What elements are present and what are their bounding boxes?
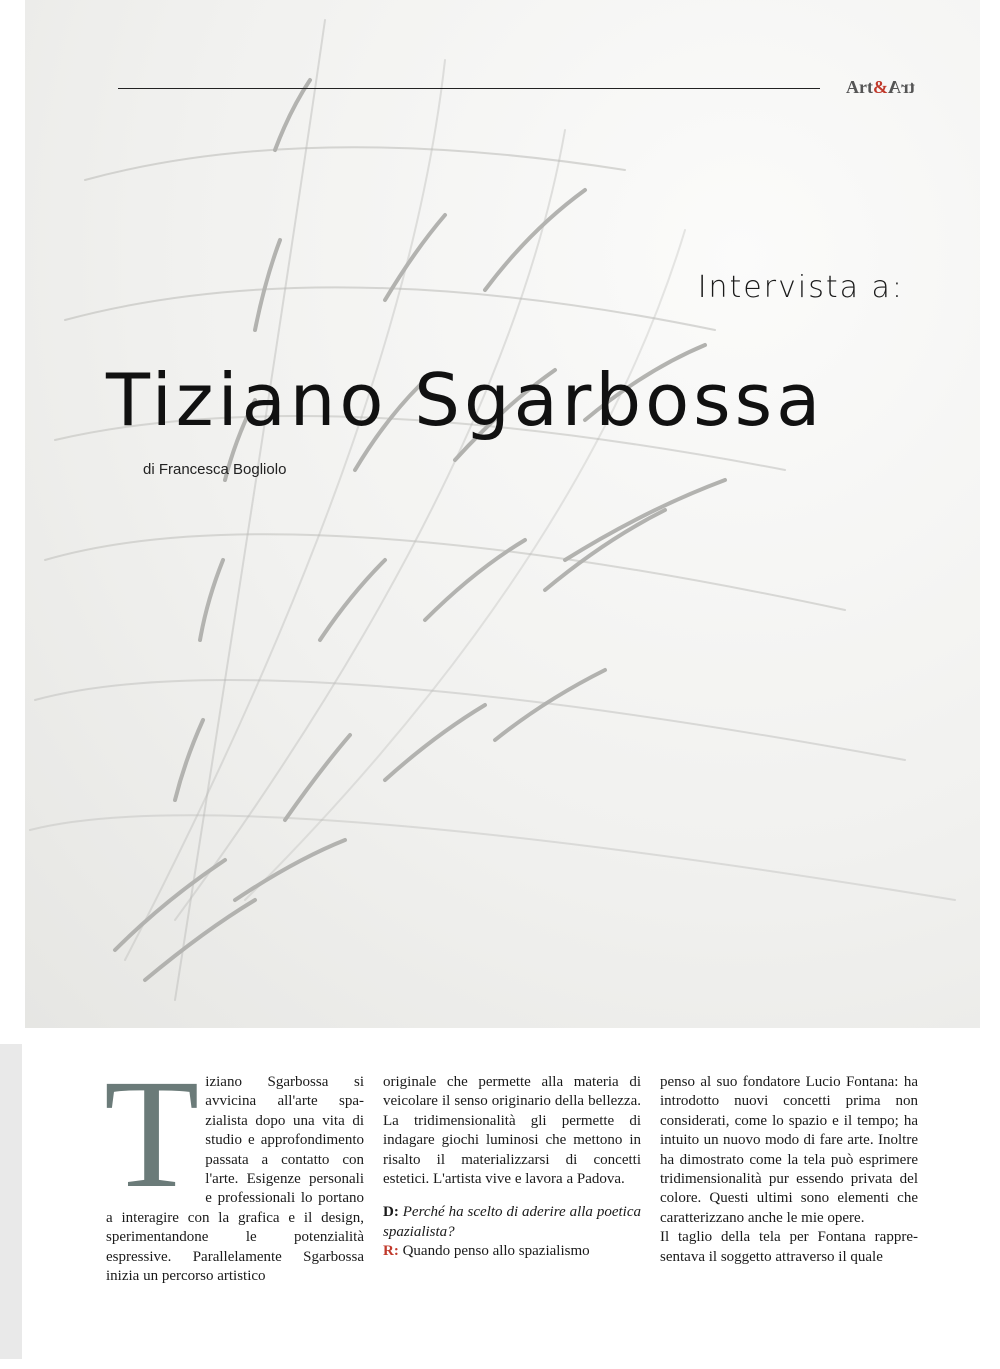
answer-paragraph-1: penso al suo fondatore Lucio Fontana: ha introdotto nuovi concetti prima non considerati, come lo spazio e il tempo; ha intuito un nuovo modo di fare arte. Inoltre ha dimostrato come la tela può esprimere tridimensionalità pur essendo privata del colore. Questi ultimi sono elementi che caratterizzano anche le mie opere.: [660, 1074, 918, 1226]
author-byline: di Francesca Bogliolo: [143, 461, 287, 478]
answer: [383, 1242, 641, 1261]
intro-paragraph: iziano Sgarbossa si avvicina all'arte spazialista dopo una vita di studio e approfondimento passata a contatto con l'arte. Esigenze personali e professionali lo portano a interagire con la grafica e il design, sperimentandone le potenzialità espressive. Parallelamente Sgarbossa inizia un percorso artistico: [106, 1074, 364, 1285]
left-margin-strip: [0, 1044, 22, 1359]
artwork-cuts: [25, 0, 980, 1028]
article-column-2: [383, 1073, 641, 1262]
article-column-1: [104, 1047, 364, 1286]
intro-paragraph-continued: originale che permette alla materia di veicolare il senso originario della bellezza. La tridimensionalità gli permette di indagare giochi luminosi che mettono in risalto il materializzarsi di concetti estetici. L'artista vive e lavora a Padova.: [383, 1074, 641, 1188]
answer-text: Quando penso allo spazialismo: [402, 1243, 590, 1260]
question-label: D:: [383, 1204, 399, 1221]
drop-cap: T: [104, 1047, 200, 1220]
answer-label: R:: [383, 1243, 399, 1260]
interview-kicker: Intervista a:: [697, 270, 904, 305]
answer-paragraph-2: Il taglio della tela per Fontana rappresentava il soggetto attraverso il quale: [660, 1229, 918, 1265]
hero-artwork-image: [25, 0, 980, 1028]
magazine-logo: Art&trA: [846, 77, 915, 97]
question: [383, 1203, 641, 1242]
header-rule: [118, 88, 820, 89]
question-text: Perché ha scelto di aderire alla poetica spazialista?: [383, 1204, 641, 1240]
article-column-3: [660, 1073, 918, 1267]
article-title: Tiziano Sgarbossa: [106, 358, 825, 442]
